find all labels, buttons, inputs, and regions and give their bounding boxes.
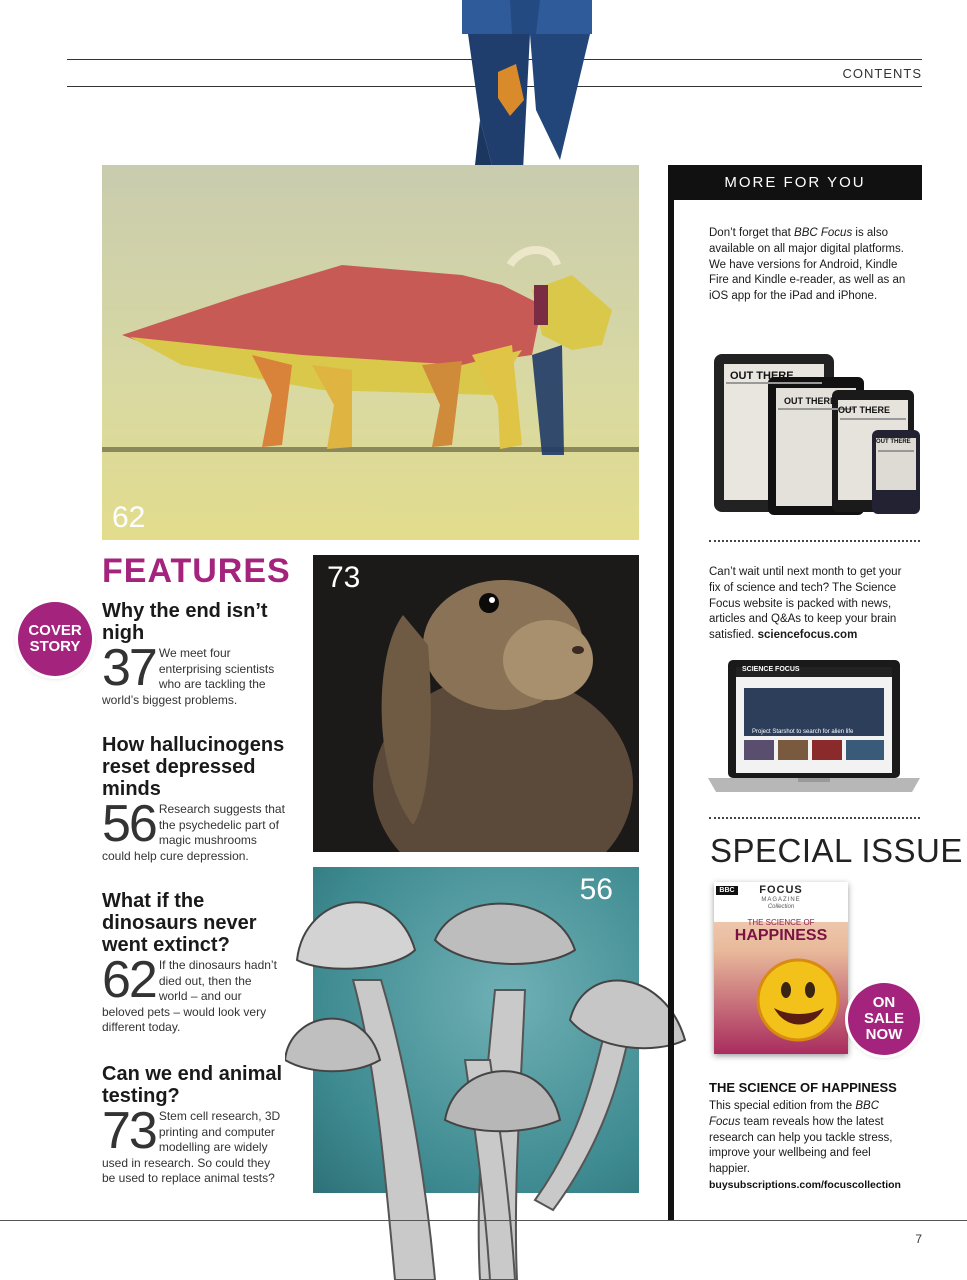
smiley-icon xyxy=(750,952,846,1048)
feature-item[interactable] xyxy=(102,734,288,864)
website-description: Can’t wait until next month to get your fix of science and tech? The Science Focus website is packed with news, articles and Q&As to keep your brain satisfied. xyxy=(709,566,902,642)
device-screen-title: OUT THERE xyxy=(730,370,794,382)
feature-page-number: 73 xyxy=(102,1102,156,1160)
rabbit-image xyxy=(313,555,639,852)
happiness-text-part: team reveals how the latest research can help you tackle stress, improve your wellbeing and feel happier. xyxy=(709,1115,893,1176)
dinosaur-pet-image xyxy=(102,165,639,540)
feature-body xyxy=(102,1102,284,1187)
feature-description: We meet four enterprising scientists who are tackling the world’s biggest problems. xyxy=(102,646,275,707)
feature-page-number: 62 xyxy=(102,951,156,1009)
special-issue-title: SPECIAL ISSUE xyxy=(710,832,963,869)
magazine-line-2: HAPPINESS xyxy=(734,927,828,944)
happiness-text-part: This special edition from the xyxy=(709,1100,856,1112)
device-screen-title: OUT THERE xyxy=(876,439,911,445)
feature-title[interactable]: How hallucinogens reset depressed minds xyxy=(102,734,285,800)
feature-description: Research suggests that the psychedelic part of magic mushrooms could help cure depression. xyxy=(102,802,285,863)
feature-description: Stem cell research, 3D printing and computer modelling are widely used in research. So could they be used to replace animal tests? xyxy=(102,1109,281,1185)
feature-description: If the dinosaurs hadn’t died out, then the world – and our beloved pets – would look very different today. xyxy=(102,958,277,1034)
digital-text-part: Don’t forget that xyxy=(709,227,795,239)
cover-badge-line: COVER xyxy=(28,622,82,639)
website-link[interactable]: sciencefocus.com xyxy=(757,629,858,642)
feature-title[interactable]: What if the dinosaurs never went extinct? xyxy=(102,890,257,956)
sidebar-divider xyxy=(709,817,920,819)
happiness-brand: BBC Focus xyxy=(709,1100,880,1128)
page-number: 7 xyxy=(915,1232,922,1246)
rabbit-illustration xyxy=(313,555,639,852)
more-for-you-header: MORE FOR YOU xyxy=(668,165,922,200)
feature-page-number: 56 xyxy=(102,795,156,853)
sidebar-border xyxy=(668,165,674,1220)
digital-platforms-text xyxy=(709,226,914,305)
magazine-cover xyxy=(714,882,848,1054)
magazine-collection: Collection xyxy=(767,904,795,910)
happiness-heading: THE SCIENCE OF HAPPINESS xyxy=(709,1080,897,1095)
magazine-brand: FOCUS xyxy=(759,884,803,896)
laptop-caption: Project Starshot to search for alien life xyxy=(752,729,854,735)
feature-item[interactable] xyxy=(102,600,292,708)
dinosaur-illustration xyxy=(102,165,639,540)
mushrooms-illustration xyxy=(285,870,725,1280)
magazine-subbrand: MAGAZINE xyxy=(761,897,801,903)
feature-item[interactable] xyxy=(102,1063,284,1187)
on-sale-line: SALE xyxy=(863,1010,904,1027)
feature-page-number: 37 xyxy=(102,639,156,697)
feature-body xyxy=(102,639,292,708)
cover-story-badge xyxy=(18,602,92,676)
sidebar-divider xyxy=(709,540,920,542)
hero-page-number: 62 xyxy=(112,501,146,534)
feature-body xyxy=(102,951,280,1036)
laptop-site-title: SCIENCE FOCUS xyxy=(742,666,800,673)
feature-title[interactable]: Can we end animal testing? xyxy=(102,1063,283,1107)
website-text xyxy=(709,565,914,644)
feature-item[interactable] xyxy=(102,890,280,1036)
rabbit-page-number: 73 xyxy=(327,561,361,594)
cover-badge-line: STORY xyxy=(29,638,81,655)
feature-title[interactable]: Why the end isn’t nigh xyxy=(102,600,268,644)
subscription-link[interactable]: buysubscriptions.com/focuscollection xyxy=(709,1179,901,1191)
happiness-text xyxy=(709,1099,909,1178)
bbc-logo: BBC xyxy=(716,886,738,895)
section-label: CONTENTS xyxy=(842,66,922,81)
magazine-line-1: THE SCIENCE OF xyxy=(747,918,815,927)
on-sale-line: NOW xyxy=(865,1026,903,1043)
laptop-illustration xyxy=(708,658,920,794)
on-sale-line: ON xyxy=(872,994,896,1011)
on-sale-now-badge xyxy=(848,983,920,1055)
footer-rule xyxy=(0,1220,967,1221)
mushroom-page-number: 56 xyxy=(579,873,613,906)
device-screen-title: OUT THERE xyxy=(784,396,837,406)
digital-text-part: is also available on all major digital platforms. We have versions for Android, Kindle Fire and Kindle e-reader, as well as an iOS app for the iPad and iPhone. xyxy=(709,227,906,303)
features-heading: FEATURES xyxy=(102,552,291,590)
digital-brand: BBC Focus xyxy=(794,227,853,239)
feature-body xyxy=(102,795,288,864)
device-screen-title: OUT THERE xyxy=(838,405,891,415)
